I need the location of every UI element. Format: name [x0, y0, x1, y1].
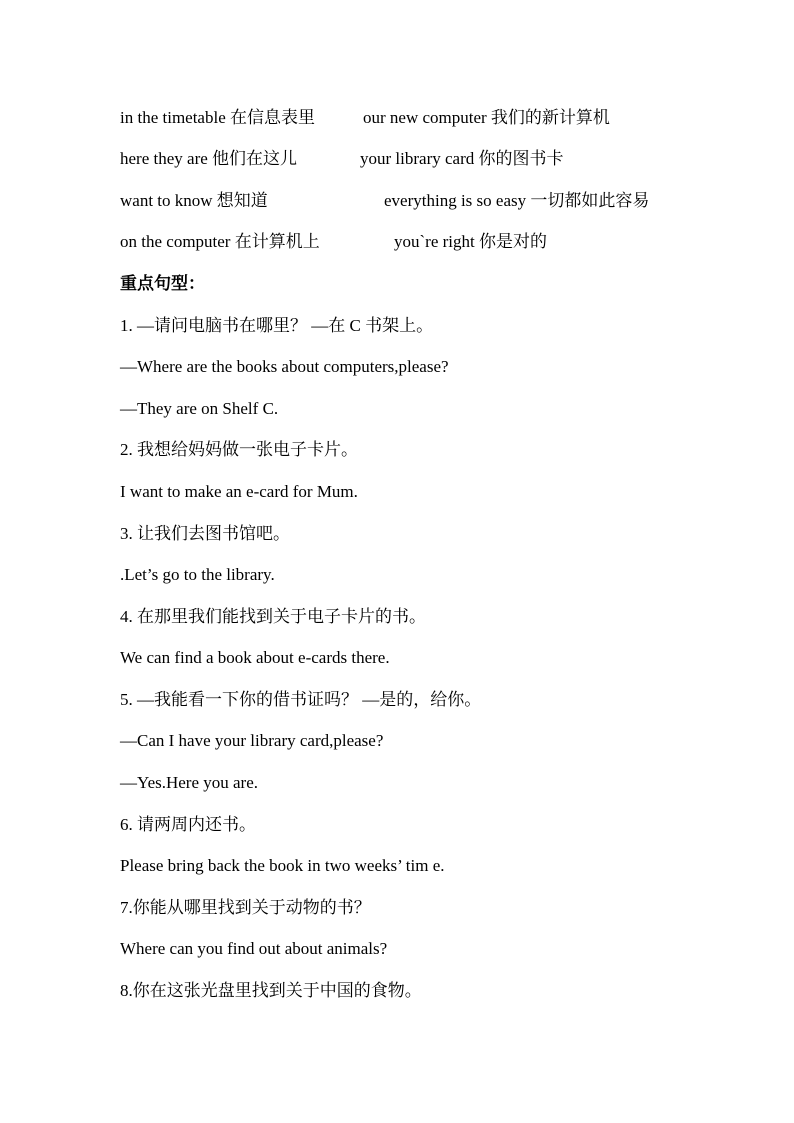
vocab-phrase: everything is so easy 一切都如此容易	[384, 191, 650, 210]
sentence-line: I want to make an e-card for Mum.	[120, 482, 358, 501]
sentence-line: .Let’s go to the library.	[120, 565, 275, 584]
sentence-line: —Yes.Here you are.	[120, 773, 259, 792]
sentence-line: Please bring back the book in two weeks’ tim e.	[120, 856, 445, 875]
sentence-line: 6. 请两周内还书。	[120, 815, 256, 834]
vocab-phrase: you`re right 你是对的	[394, 232, 547, 251]
sentence-line: —They are on Shelf C.	[120, 399, 279, 418]
vocab-row	[120, 190, 720, 212]
sentence-line: —Can I have your library card,please?	[120, 731, 384, 750]
sentence-line: —Where are the books about computers,please?	[120, 357, 449, 376]
vocab-phrase: want to know 想知道	[120, 191, 268, 210]
vocab-phrase: here they are 他们在这儿	[120, 149, 298, 168]
vocab-phrase: on the computer 在计算机上	[120, 232, 320, 251]
vocab-phrase: in the timetable 在信息表里	[120, 108, 315, 127]
vocab-phrase: your library card 你的图书卡	[360, 149, 564, 168]
vocab-row	[120, 107, 720, 129]
sentence-line: Where can you find out about animals?	[120, 939, 388, 958]
sentence-line: 4. 在那里我们能找到关于电子卡片的书。	[120, 607, 426, 626]
sentence-line: We can find a book about e-cards there.	[120, 648, 390, 667]
sentence-line: 2. 我想给妈妈做一张电子卡片。	[120, 440, 358, 459]
vocab-row	[120, 231, 720, 253]
sentence-line: 3. 让我们去图书馆吧。	[120, 524, 290, 543]
vocab-row	[120, 148, 720, 170]
sentence-line: 5. —我能看一下你的借书证吗？ —是的，给你。	[120, 690, 482, 709]
sentence-line: 1. —请问电脑书在哪里？ —在 C 书架上。	[120, 316, 434, 335]
vocab-phrase: our new computer 我们的新计算机	[363, 108, 610, 127]
section-heading: 重点句型：	[120, 274, 205, 293]
sentence-line: 7.你能从哪里找到关于动物的书？	[120, 898, 371, 917]
sentence-line: 8.你在这张光盘里找到关于中国的食物。	[120, 981, 422, 1000]
